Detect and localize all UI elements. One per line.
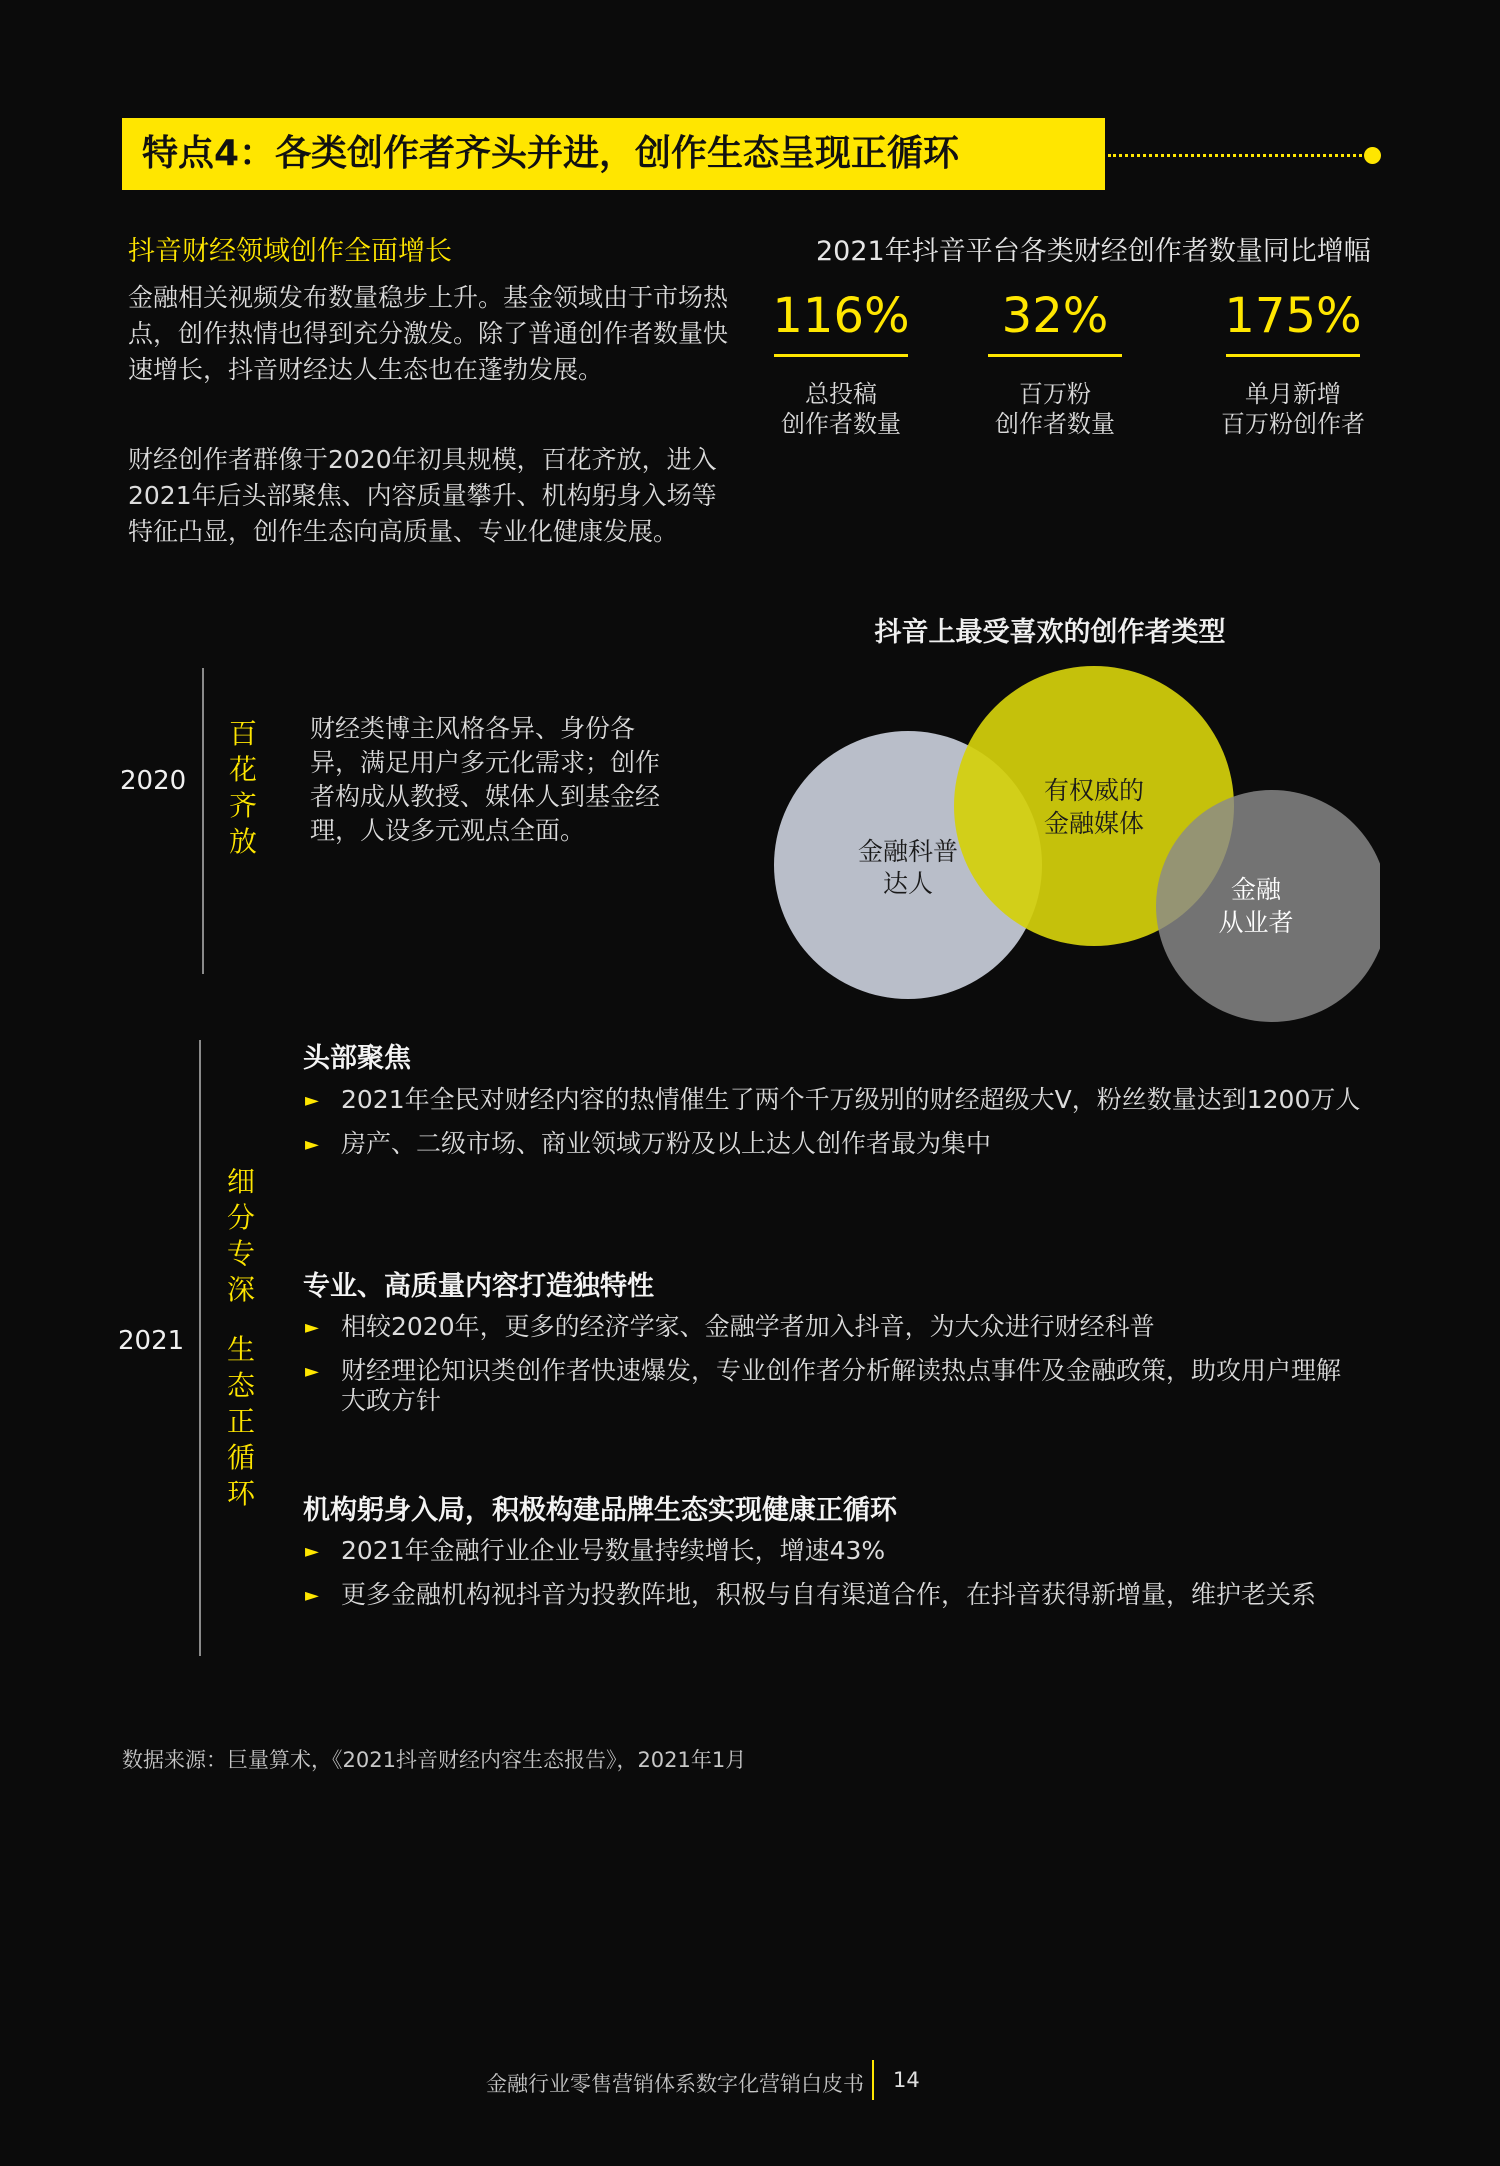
- title-dotted-line: [1108, 154, 1368, 157]
- timeline-text-2020: 财经类博主风格各异、身份各异，满足用户多元化需求；创作者构成从教授、媒体人到基金经理，人设多元观点全面。: [310, 714, 661, 845]
- stat-value: 116%: [772, 288, 910, 344]
- bullet-list: [303, 1312, 1363, 1430]
- timeline-year-2021: 2021: [118, 1326, 185, 1356]
- page-title: 特点4：各类创作者齐头并进，创作生态呈现正循环: [142, 133, 960, 174]
- intro-heading: 抖音财经领域创作全面增长: [128, 236, 452, 267]
- list-item: [303, 1312, 1363, 1342]
- timeline-label-2020: 百花齐放: [228, 717, 257, 858]
- stat-block: [746, 286, 936, 439]
- list-item: [303, 1085, 1363, 1115]
- bullet-text: 相较2020年，更多的经济学家、金融学者加入抖音，为大众进行财经科普: [341, 1312, 1155, 1341]
- bullet-arrow-icon: ►: [305, 1541, 319, 1562]
- venn-label-popularizer-2: 达人: [882, 869, 934, 898]
- intro-paragraph-2: 财经创作者群像于2020年初具规模，百花齐放，进入2021年后头部聚焦、内容质量攀升、机构躬身入场等特征凸显，创作生态向高质量、专业化健康发展。: [128, 445, 717, 546]
- stat-label-line: 创作者数量: [781, 410, 901, 438]
- list-item: [303, 1536, 1363, 1566]
- title-dot: [1364, 147, 1381, 164]
- intro-paragraph-1: 金融相关视频发布数量稳步上升。基金领域由于市场热点，创作热情也得到充分激发。除了普通创作者数量快速增长，抖音财经达人生态也在蓬勃发展。: [128, 283, 729, 384]
- footer-separator: [872, 2060, 874, 2100]
- venn-diagram: [760, 650, 1380, 1030]
- bullet-text: 房产、二级市场、商业领域万粉及以上达人创作者最为集中: [341, 1129, 992, 1158]
- stat-block: [1198, 286, 1388, 439]
- stat-block: [960, 286, 1150, 439]
- venn-label-practitioner-2: 从业者: [1218, 908, 1294, 937]
- list-item: [303, 1129, 1363, 1159]
- venn-circle-practitioner: [1156, 790, 1380, 1022]
- timeline-label-2021-b: 生态正循环: [226, 1333, 255, 1510]
- list-item: [303, 1356, 1363, 1416]
- stat-divider: [1226, 354, 1360, 357]
- stat-divider: [988, 354, 1122, 357]
- stat-label-line: 总投稿: [805, 380, 877, 408]
- stat-label-line: 百万粉创作者: [1221, 410, 1365, 438]
- timeline-line-2020: [202, 668, 204, 974]
- stat-label: [960, 379, 1150, 439]
- bullet-arrow-icon: ►: [305, 1134, 319, 1155]
- page-number: 14: [893, 2068, 920, 2092]
- section-title: 头部聚焦: [303, 1043, 411, 1074]
- bullet-text: 2021年金融行业企业号数量持续增长，增速43%: [341, 1536, 886, 1565]
- timeline-line-2021: [199, 1040, 201, 1656]
- section-title: 机构躬身入局，积极构建品牌生态实现健康正循环: [303, 1495, 897, 1526]
- timeline-year-2020: 2020: [120, 766, 187, 796]
- bullet-arrow-icon: ►: [305, 1361, 319, 1382]
- stat-label: [1198, 379, 1388, 439]
- venn-label-popularizer-1: 金融科普: [857, 837, 959, 866]
- footer-title: 金融行业零售营销体系数字化营销白皮书: [486, 2072, 864, 2096]
- venn-title: 抖音上最受喜欢的创作者类型: [874, 617, 1226, 648]
- bullet-text: 财经理论知识类创作者快速爆发，专业创作者分析解读热点事件及金融政策，助攻用户理解大政方针: [341, 1356, 1342, 1415]
- bullet-text: 更多金融机构视抖音为投教阵地，积极与自有渠道合作，在抖音获得新增量，维护老关系: [341, 1580, 1317, 1609]
- venn-label-practitioner-1: 金融: [1230, 875, 1282, 904]
- bullet-list: [303, 1085, 1363, 1173]
- timeline-label-2021-a: 细分专深: [226, 1165, 255, 1306]
- list-item: [303, 1580, 1363, 1610]
- stat-value: 32%: [1001, 288, 1109, 344]
- stat-value: 175%: [1224, 288, 1362, 344]
- data-source-note: 数据来源：巨量算术，《2021抖音财经内容生态报告》，2021年1月: [122, 1748, 747, 1772]
- stat-divider: [774, 354, 908, 357]
- stats-title: 2021年抖音平台各类财经创作者数量同比增幅: [816, 236, 1371, 267]
- stat-label-line: 单月新增: [1245, 380, 1341, 408]
- venn-label-media-1: 有权威的: [1043, 776, 1145, 805]
- section-title: 专业、高质量内容打造独特性: [303, 1271, 654, 1302]
- stat-label-line: 百万粉: [1019, 380, 1091, 408]
- stat-label-line: 创作者数量: [995, 410, 1115, 438]
- bullet-list: [303, 1536, 1363, 1624]
- stat-label: [746, 379, 936, 439]
- bullet-arrow-icon: ►: [305, 1317, 319, 1338]
- venn-label-media-2: 金融媒体: [1043, 809, 1145, 838]
- bullet-arrow-icon: ►: [305, 1585, 319, 1606]
- bullet-text: 2021年全民对财经内容的热情催生了两个千万级别的财经超级大V，粉丝数量达到1200万人: [341, 1085, 1361, 1114]
- bullet-arrow-icon: ►: [305, 1090, 319, 1111]
